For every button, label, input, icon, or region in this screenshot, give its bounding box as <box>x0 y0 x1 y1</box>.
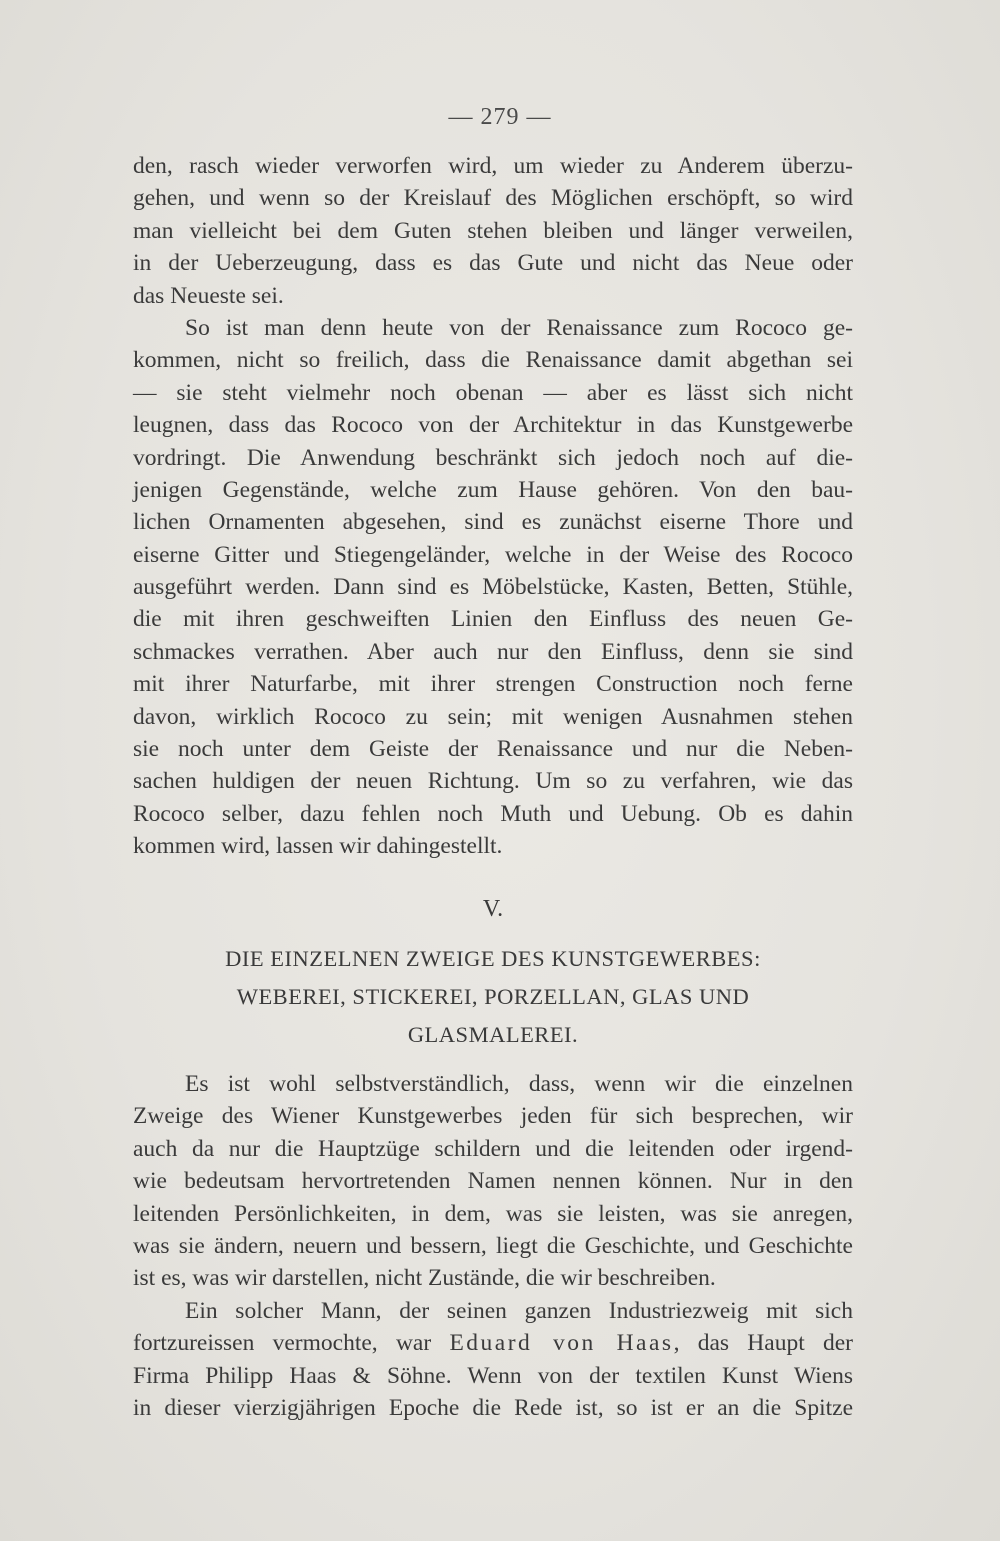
text-line: kommen wird, lassen wir dahingestellt. <box>133 833 503 860</box>
text-run: fortzureissen vermochte, war <box>133 1330 450 1357</box>
text-line: eiserne Gitter und Stiegengeländer, welche in der Weise des Rococo <box>133 541 853 568</box>
text-line: lichen Ornamenten abgesehen, sind es zunächst eiserne Thore und <box>133 509 853 536</box>
text-line: ist es, was wir darstellen, nicht Zustände, die wir beschreiben. <box>133 1265 716 1292</box>
text-line: leitenden Persönlichkeiten, in dem, was sie leisten, was sie anregen, <box>133 1200 853 1227</box>
text-line: ausgeführt werden. Dann sind es Möbelstücke, Kasten, Betten, Stühle, <box>133 574 853 601</box>
text-run: , das Haupt der <box>673 1330 853 1357</box>
emphasized-name: Eduard von Haas <box>449 1330 674 1357</box>
page-number: — 279 — <box>448 104 552 130</box>
text-line: Zweige des Wiener Kunstgewerbes jeden für sich besprechen, wir <box>133 1103 853 1130</box>
section-title-line: WEBEREI, STICKEREI, PORZELLAN, GLAS UND <box>236 984 750 1009</box>
text-line: Ein solcher Mann, der seinen ganzen Industriezweig mit sich <box>185 1297 853 1324</box>
text-line: was sie ändern, neuern und bessern, liegt die Geschichte, und Geschichte <box>133 1232 853 1259</box>
text-line: leugnen, dass das Rococo von der Architektur in das Kunstgewerbe <box>133 412 853 439</box>
text-line: kommen, nicht so freilich, dass die Renaissance damit abgethan sei <box>133 347 853 374</box>
text-line: Rococo selber, dazu fehlen noch Muth und Uebung. Ob es dahin <box>133 800 853 827</box>
section-title-line: DIE EINZELNEN ZWEIGE DES KUNSTGEWERBES: <box>225 946 761 971</box>
paragraph <box>133 1068 853 1295</box>
text-line: die mit ihren geschweiften Linien den Einfluss des neuen Ge- <box>133 606 853 633</box>
text-line: Es ist wohl selbstverständlich, dass, wenn wir die einzelnen <box>185 1071 853 1097</box>
text-line: Firma Philipp Haas & Söhne. Wenn von der textilen Kunst Wiens <box>133 1362 853 1389</box>
text-line: davon, wirklich Rococo zu sein; mit wenigen Ausnahmen stehen <box>133 703 853 730</box>
text-line: jenigen Gegenstände, welche zum Hause gehören. Von den bau- <box>133 476 853 503</box>
section-title <box>133 940 853 1054</box>
paragraph <box>133 312 853 863</box>
text-line: vordringt. Die Anwendung beschränkt sich jedoch noch auf die- <box>133 444 853 471</box>
text-line: auch da nur die Hauptzüge schildern und die leitenden oder irgend- <box>133 1135 853 1162</box>
text-line: in dieser vierzigjährigen Epoche die Rede ist, so ist er an die Spitze <box>133 1394 853 1421</box>
text-line: mit ihrer Naturfarbe, mit ihrer strengen Construction noch ferne <box>133 671 853 698</box>
text-line: in der Ueberzeugung, dass es das Gute und nicht das Neue oder <box>133 250 853 277</box>
text-line <box>133 1327 853 1359</box>
paragraph <box>133 1295 853 1425</box>
text-line: das Neueste sei. <box>133 282 284 309</box>
section-number: V. <box>482 896 504 922</box>
section-title-line: GLASMALEREI. <box>407 1022 579 1047</box>
text-line: So ist man denn heute von der Renaissance zum Rococo ge- <box>185 314 853 341</box>
text-line: den, rasch wieder verworfen wird, um wieder zu Anderem überzu- <box>133 153 853 179</box>
text-line: — sie steht vielmehr noch obenan — aber es lässt sich nicht <box>133 379 853 406</box>
text-line: gehen, und wenn so der Kreislauf des Möglichen erschöpft, so wird <box>133 185 853 212</box>
text-line: schmackes verrathen. Aber auch nur den Einfluss, denn sie sind <box>133 638 853 665</box>
text-line: wie bedeutsam hervortretenden Namen nennen können. Nur in den <box>133 1168 853 1195</box>
paragraph <box>133 150 853 312</box>
text-line: man vielleicht bei dem Guten stehen bleiben und länger verweilen, <box>133 217 853 244</box>
text-block-top <box>133 150 853 863</box>
text-block-bottom <box>133 1068 853 1424</box>
text-line: sie noch unter dem Geiste der Renaissance und nur die Neben- <box>133 736 853 763</box>
text-line: sachen huldigen der neuen Richtung. Um so zu verfahren, wie das <box>133 768 853 795</box>
